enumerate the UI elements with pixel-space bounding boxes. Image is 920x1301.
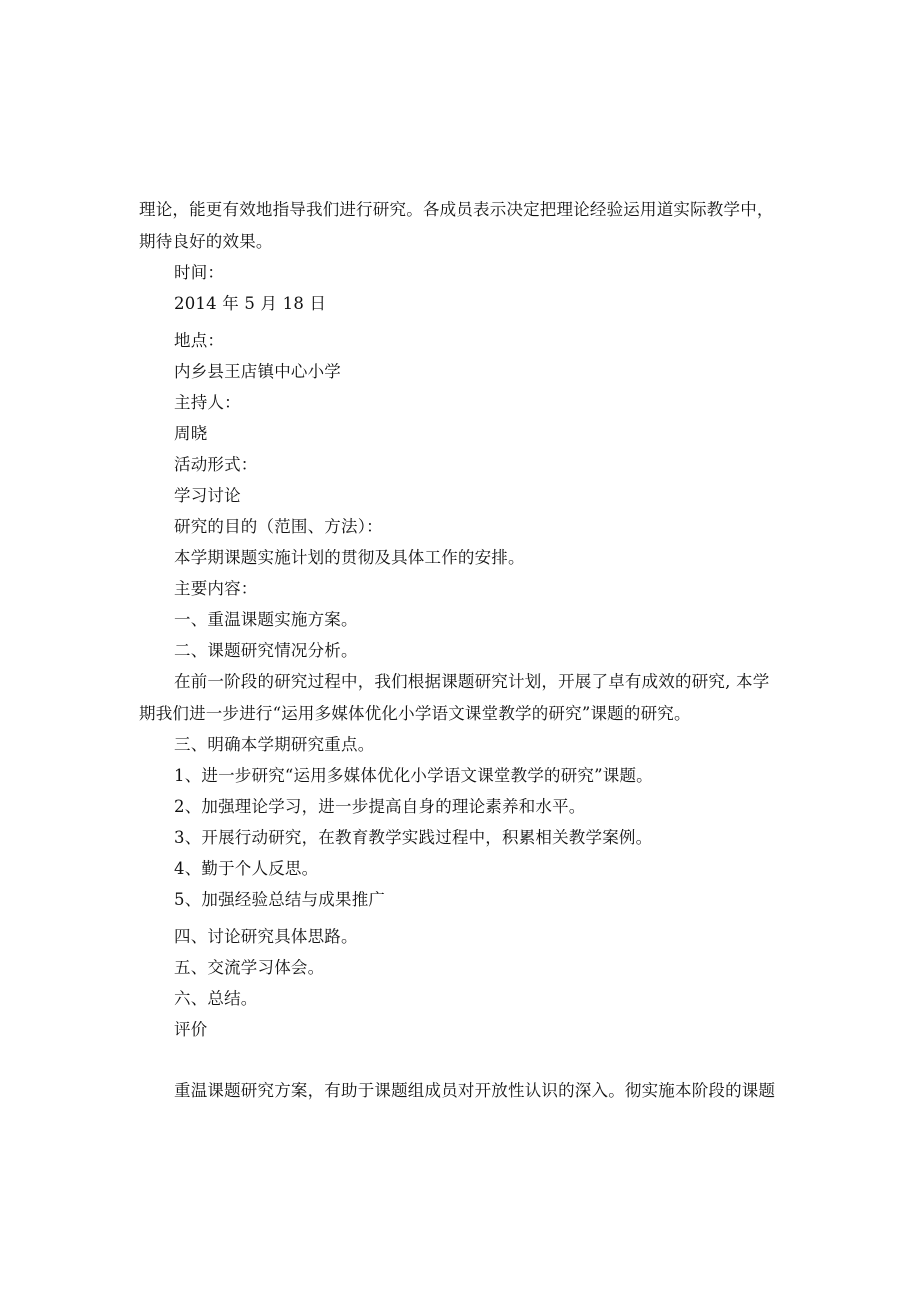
- place-label: 地点：: [174, 331, 225, 350]
- content-item-6: 六、总结。: [174, 989, 258, 1008]
- focus-point-4: 4、勤于个人反思。: [174, 859, 319, 878]
- place-value: 内乡县王店镇中心小学: [174, 362, 341, 381]
- evaluation-label: 评价: [174, 1020, 208, 1039]
- content-label: 主要内容：: [174, 579, 258, 598]
- purpose-label: 研究的目的（范围、方法）：: [174, 517, 383, 536]
- intro-line-1: 理论，能更有效地指导我们进行研究。各成员表示决定把理论经验运用道实际教学中，: [139, 200, 774, 219]
- time-label: 时间：: [174, 263, 225, 282]
- content-item-4: 四、讨论研究具体思路。: [174, 927, 358, 946]
- host-label: 主持人：: [174, 393, 241, 412]
- content-item-2: 二、课题研究情况分析。: [174, 641, 358, 660]
- content-item-5: 五、交流学习体会。: [174, 958, 325, 977]
- focus-point-1: 1、进一步研究“运用多媒体优化小学语文课堂教学的研究”课题。: [174, 766, 653, 785]
- analysis-paragraph-line-1: 在前一阶段的研究过程中，我们根据课题研究计划，开展了卓有成效的研究, 本学: [174, 672, 770, 691]
- focus-point-2: 2、加强理论学习，进一步提高自身的理论素养和水平。: [174, 797, 586, 816]
- form-label: 活动形式：: [174, 455, 258, 474]
- intro-line-2: 期待良好的效果。: [139, 232, 273, 251]
- analysis-paragraph-line-2: 期我们进一步进行“运用多媒体优化小学语文课堂教学的研究”课题的研究。: [139, 704, 691, 723]
- form-value: 学习讨论: [174, 486, 241, 505]
- focus-point-5: 5、加强经验总结与成果推广: [174, 890, 386, 909]
- time-value: 2014 年 5 月 18 日: [174, 294, 327, 313]
- content-item-3: 三、明确本学期研究重点。: [174, 735, 375, 754]
- evaluation-text: 重温课题研究方案，有助于课题组成员对开放性认识的深入。彻实施本阶段的课题: [174, 1081, 776, 1100]
- host-value: 周晓: [174, 424, 208, 443]
- content-item-1: 一、重温课题实施方案。: [174, 610, 358, 629]
- purpose-value: 本学期课题实施计划的贯彻及具体工作的安排。: [174, 548, 525, 567]
- focus-point-3: 3、开展行动研究，在教育教学实践过程中，积累相关教学案例。: [174, 828, 653, 847]
